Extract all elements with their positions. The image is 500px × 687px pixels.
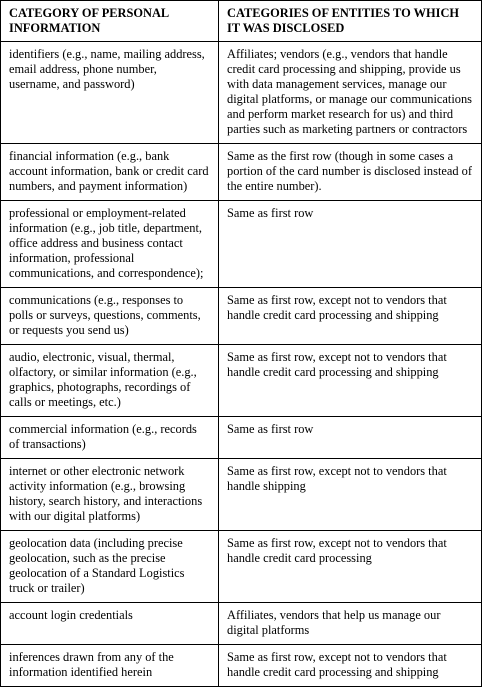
category-cell: account login credentials <box>1 603 219 645</box>
table-row <box>1 42 482 144</box>
entities-cell: Same as first row, except not to vendors that handle credit card processing and shipping <box>219 345 482 417</box>
header-category: CATEGORY OF PERSONAL INFORMATION <box>1 1 219 42</box>
category-cell: communications (e.g., responses to polls or surveys, questions, comments, or requests you send us) <box>1 288 219 345</box>
category-cell: inferences drawn from any of the information identified herein <box>1 645 219 687</box>
table-row <box>1 645 482 687</box>
table-row <box>1 603 482 645</box>
table-row <box>1 459 482 531</box>
table-row <box>1 288 482 345</box>
category-cell: commercial information (e.g., records of transactions) <box>1 417 219 459</box>
entities-cell: Same as first row, except not to vendors that handle credit card processing <box>219 531 482 603</box>
entities-cell: Affiliates, vendors that help us manage our digital platforms <box>219 603 482 645</box>
table-row <box>1 201 482 288</box>
table-row <box>1 417 482 459</box>
table-body <box>1 42 482 687</box>
category-cell: internet or other electronic network activity information (e.g., browsing history, search history, and interactions with our digital platforms) <box>1 459 219 531</box>
header-entities: CATEGORIES OF ENTITIES TO WHICH IT WAS DISCLOSED <box>219 1 482 42</box>
entities-cell: Same as the first row (though in some cases a portion of the card number is disclosed instead of the entire number). <box>219 144 482 201</box>
category-cell: audio, electronic, visual, thermal, olfactory, or similar information (e.g., graphics, photographs, recordings of calls or meetings, etc.) <box>1 345 219 417</box>
category-cell: geolocation data (including precise geolocation, such as the precise geolocation of a Standard Logistics truck or trailer) <box>1 531 219 603</box>
category-cell: professional or employment-related information (e.g., job title, department, office address and business contact information, professional communications, and correspondence); <box>1 201 219 288</box>
category-cell: financial information (e.g., bank account information, bank or credit card numbers, and payment information) <box>1 144 219 201</box>
entities-cell: Same as first row <box>219 201 482 288</box>
table-row <box>1 345 482 417</box>
entities-cell: Affiliates; vendors (e.g., vendors that handle credit card processing and shipping, provide us with data management services, manage our digital platforms, or manage our communications and perform market research for us) and third parties such as marketing partners or contractors <box>219 42 482 144</box>
header-row <box>1 1 482 42</box>
category-cell: identifiers (e.g., name, mailing address, email address, phone number, username, and password) <box>1 42 219 144</box>
entities-cell: Same as first row <box>219 417 482 459</box>
entities-cell: Same as first row, except not to vendors that handle shipping <box>219 459 482 531</box>
table-row <box>1 531 482 603</box>
entities-cell: Same as first row, except not to vendors that handle credit card processing and shipping <box>219 645 482 687</box>
table-row <box>1 144 482 201</box>
entities-cell: Same as first row, except not to vendors that handle credit card processing and shipping <box>219 288 482 345</box>
table-header <box>1 1 482 42</box>
